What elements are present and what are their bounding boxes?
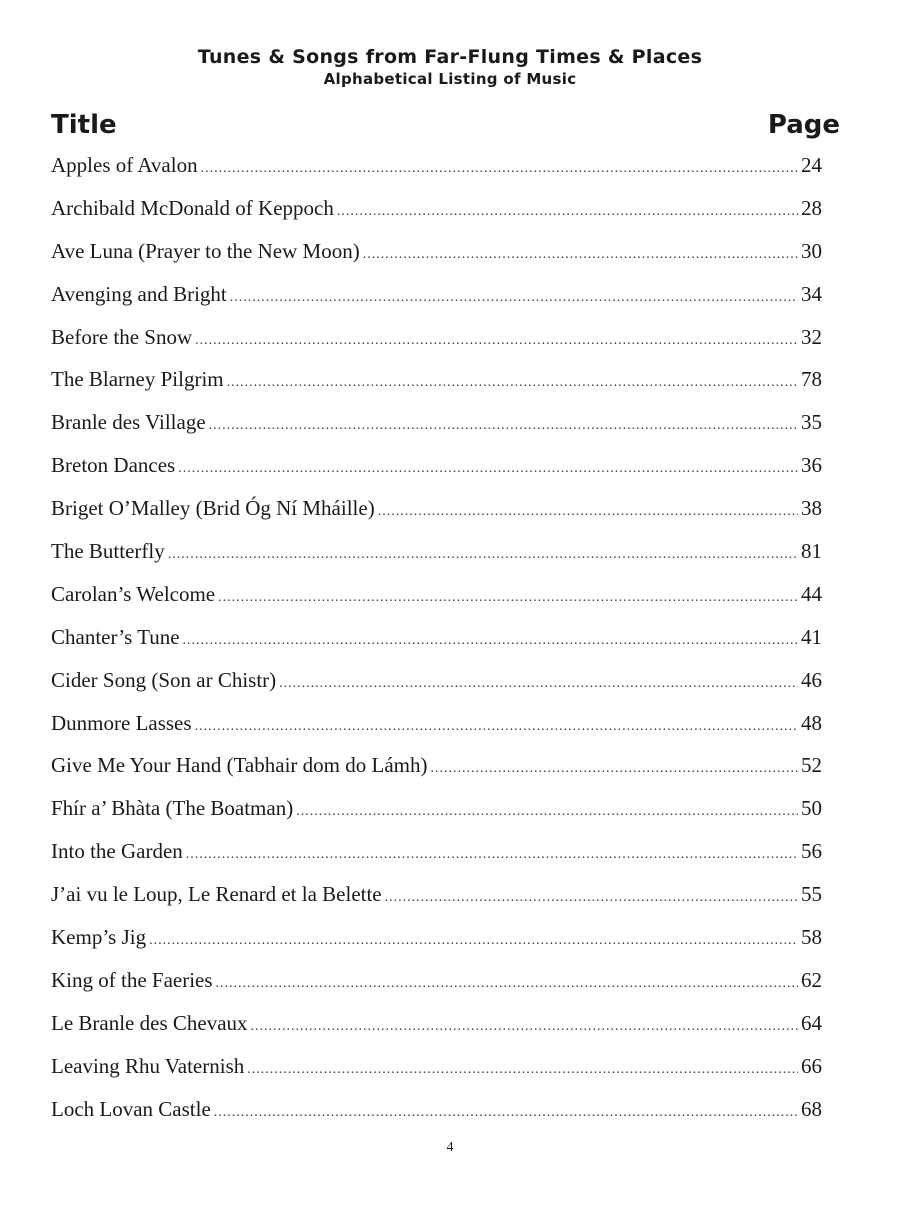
entry-page: 64 xyxy=(801,1010,822,1035)
dot-leader xyxy=(214,1092,798,1135)
entry-title: Le Branle des Chevaux xyxy=(51,1010,248,1035)
toc-entry[interactable] xyxy=(51,702,822,745)
entry-page: 46 xyxy=(801,667,822,692)
entry-page: 24 xyxy=(801,153,822,177)
toc-entry[interactable] xyxy=(51,1002,822,1045)
dot-leader xyxy=(296,791,798,834)
entry-page: 81 xyxy=(801,539,822,564)
dot-leader xyxy=(247,1049,798,1092)
entry-page: 34 xyxy=(801,281,822,306)
dot-leader xyxy=(168,534,798,577)
entry-page: 32 xyxy=(801,324,822,349)
entry-title: Cider Song (Son ar Chistr) xyxy=(51,667,277,692)
listing-subtitle: Alphabetical Listing of Music xyxy=(323,70,577,88)
title-column-heading: Title xyxy=(51,110,117,140)
entry-page: 50 xyxy=(801,796,822,821)
entry-page: 56 xyxy=(801,839,822,864)
entry-title: Dunmore Lasses xyxy=(51,710,192,735)
entry-title: J’ai vu le Loup, Le Renard et la Belette xyxy=(51,882,382,907)
entry-page: 48 xyxy=(801,710,822,735)
toc-entry[interactable] xyxy=(51,1045,822,1088)
toc-entry[interactable] xyxy=(51,787,822,830)
dot-leader xyxy=(363,234,798,277)
entry-title: Briget O’Malley (Brid Óg Ní Mháille) xyxy=(51,496,375,521)
entry-page: 52 xyxy=(801,753,822,778)
dot-leader xyxy=(385,877,798,920)
entry-title: Chanter’s Tune xyxy=(51,624,180,649)
toc-entry[interactable] xyxy=(51,744,822,787)
dot-leader xyxy=(183,620,798,663)
toc-entry[interactable] xyxy=(51,144,822,187)
dot-leader xyxy=(201,148,798,191)
toc-entry[interactable] xyxy=(51,959,822,1002)
entry-page: 35 xyxy=(801,410,822,435)
entry-page: 78 xyxy=(801,367,822,392)
entry-title: Into the Garden xyxy=(51,839,183,864)
dot-leader xyxy=(218,577,798,620)
entry-page: 58 xyxy=(801,925,822,950)
book-title: Tunes & Songs from Far-Flung Times & Places xyxy=(197,46,703,68)
entry-page: 68 xyxy=(801,1096,822,1121)
dot-leader xyxy=(195,320,798,363)
entry-title: King of the Faeries xyxy=(51,967,213,992)
entry-page: 62 xyxy=(801,967,822,992)
dot-leader xyxy=(186,834,798,877)
table-of-contents xyxy=(51,144,822,1130)
entry-title: Fhír a’ Bhàta (The Boatman) xyxy=(51,796,294,821)
entry-title: Leaving Rhu Vaternish xyxy=(51,1053,245,1078)
dot-leader xyxy=(195,706,798,749)
entry-page: 30 xyxy=(801,238,822,263)
toc-entry[interactable] xyxy=(51,230,822,273)
entry-title: Breton Dances xyxy=(51,453,176,478)
entry-page: 44 xyxy=(801,581,822,606)
toc-entry[interactable] xyxy=(51,916,822,959)
entry-title: Carolan’s Welcome xyxy=(51,581,216,606)
toc-entry[interactable] xyxy=(51,573,822,616)
toc-entry[interactable] xyxy=(51,358,822,401)
entry-title: Ave Luna (Prayer to the New Moon) xyxy=(51,238,360,263)
dot-leader xyxy=(378,491,798,534)
dot-leader xyxy=(178,448,798,491)
entry-title: Branle des Village xyxy=(51,410,206,435)
entry-page: 38 xyxy=(801,496,822,521)
entry-page: 55 xyxy=(801,882,822,907)
dot-leader xyxy=(251,1006,798,1049)
dot-leader xyxy=(209,405,798,448)
toc-entry[interactable] xyxy=(51,444,822,487)
toc-entry[interactable] xyxy=(51,616,822,659)
page-column-heading: Page xyxy=(767,110,840,140)
entry-title: Apples of Avalon xyxy=(51,153,198,177)
toc-entry[interactable] xyxy=(51,401,822,444)
toc-entry[interactable] xyxy=(51,487,822,530)
dot-leader xyxy=(149,920,798,963)
toc-entry[interactable] xyxy=(51,830,822,873)
dot-leader xyxy=(279,663,798,706)
entry-page: 66 xyxy=(801,1053,822,1078)
toc-entry[interactable] xyxy=(51,530,822,573)
dot-leader xyxy=(430,748,798,791)
entry-title: Archibald McDonald of Keppoch xyxy=(51,195,334,220)
toc-entry[interactable] xyxy=(51,187,822,230)
dot-leader xyxy=(230,277,798,320)
entry-title: The Blarney Pilgrim xyxy=(51,367,224,392)
dot-leader xyxy=(216,963,798,1006)
entry-title: Loch Lovan Castle xyxy=(51,1096,211,1121)
toc-entry[interactable] xyxy=(51,659,822,702)
entry-page: 28 xyxy=(801,195,822,220)
entry-title: Give Me Your Hand (Tabhair dom do Lámh) xyxy=(51,753,428,778)
dot-leader xyxy=(227,362,798,405)
entry-title: The Butterfly xyxy=(51,539,165,564)
toc-entry[interactable] xyxy=(51,316,822,359)
entry-title: Kemp’s Jig xyxy=(51,925,147,950)
entry-page: 36 xyxy=(801,453,822,478)
entry-page: 41 xyxy=(801,624,822,649)
page-number: 4 xyxy=(446,1140,454,1155)
entry-title: Before the Snow xyxy=(51,324,193,349)
entry-title: Avenging and Bright xyxy=(51,281,227,306)
toc-entry[interactable] xyxy=(51,873,822,916)
dot-leader xyxy=(337,191,798,234)
toc-entry[interactable] xyxy=(51,273,822,316)
toc-entry[interactable] xyxy=(51,1088,822,1131)
